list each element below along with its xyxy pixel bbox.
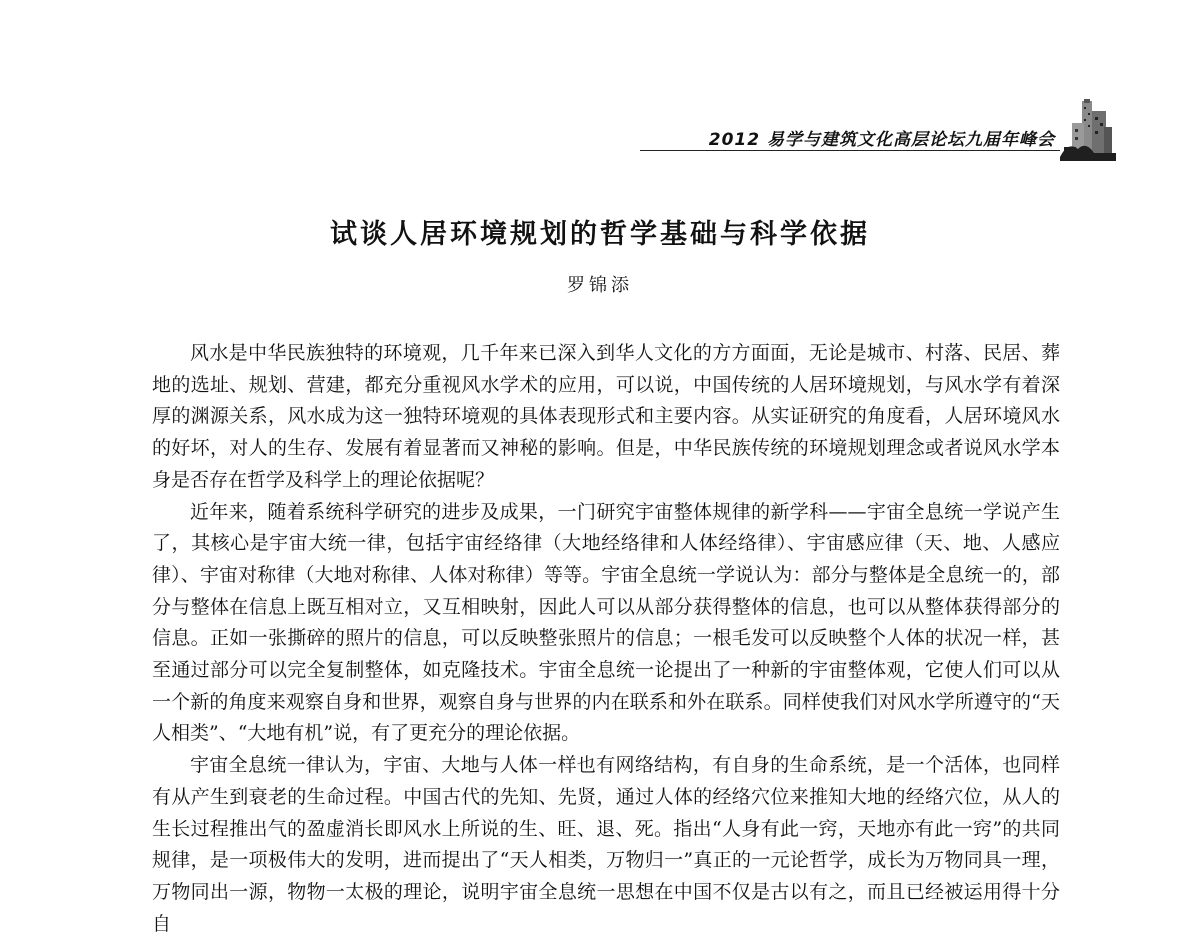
body-paragraph: 风水是中华民族独特的环境观，几千年来已深入到华人文化的方方面面，无论是城市、村落、民居、葬地的选址、规划、营建，都充分重视风水学术的应用，可以说，中国传统的人居环境规划，与风水学有着深厚的渊源关系，风水成为这一独特环境观的具体表现形式和主要内容。从实证研究的角度看，人居环境风水的好坏，对人的生存、发展有着显著而又神秘的影响。但是，中华民族传统的环境规划理念或者说风水学本身是否存在哲学及科学上的理论依据呢？: [152, 342, 1060, 491]
body-paragraph: 宇宙全息统一律认为，宇宙、大地与人体一样也有网络结构，有自身的生命系统，是一个活体，也同样有从产生到衰老的生命过程。中国古代的先知、先贤，通过人体的经络穴位来推知大地的经络穴位，从人的生长过程推出气的盈虚消长即风水上所说的生、旺、退、死。指出“人身有此一窍，天地亦有此一窍”的共同规律，是一项极伟大的发明，进而提出了“天人相类，万物归一”真正的一元论哲学，成长为万物同具一理，万物同出一源，物物一太极的理论，说明宇宙全息统一思想在中国不仅是古以有之，而且已经被运用得十分自: [152, 754, 1060, 935]
paper-title: 试谈人居环境规划的哲学基础与科学依据: [330, 219, 870, 250]
building-emblem-icon: [1060, 97, 1116, 161]
body-paragraph: 近年来，随着系统科学研究的进步及成果，一门研究宇宙整体规律的新学科——宇宙全息统一学说产生了，其核心是宇宙大统一律，包括宇宙经络律（大地经络律和人体经络律）、宇宙感应律（天、地、人感应律）、宇宙对称律（大地对称律、人体对称律）等等。宇宙全息统一学说认为：部分与整体是全息统一的，部分与整体在信息上既互相对立，又互相映射，因此人可以从部分获得整体的信息，也可以从整体获得部分的信息。正如一张撕碎的照片的信息，可以反映整张照片的信息；一根毛发可以反映整个人体的状况一样，甚至通过部分可以完全复制整体，如克隆技术。宇宙全息统一论提出了一种新的宇宙整体观，它使人们可以从一个新的角度来观察自身和世界，观察自身与世界的内在联系和外在联系。同样使我们对风水学所遵守的“天人相类”、“大地有机”说，有了更充分的理论依据。: [152, 500, 1060, 745]
header-rule: [640, 150, 1060, 151]
paper-author: 罗锦添: [567, 275, 633, 296]
paper-body: [152, 338, 1060, 940]
running-header-title: 2012 易学与建筑文化高层论坛九届年峰会: [708, 130, 1055, 150]
